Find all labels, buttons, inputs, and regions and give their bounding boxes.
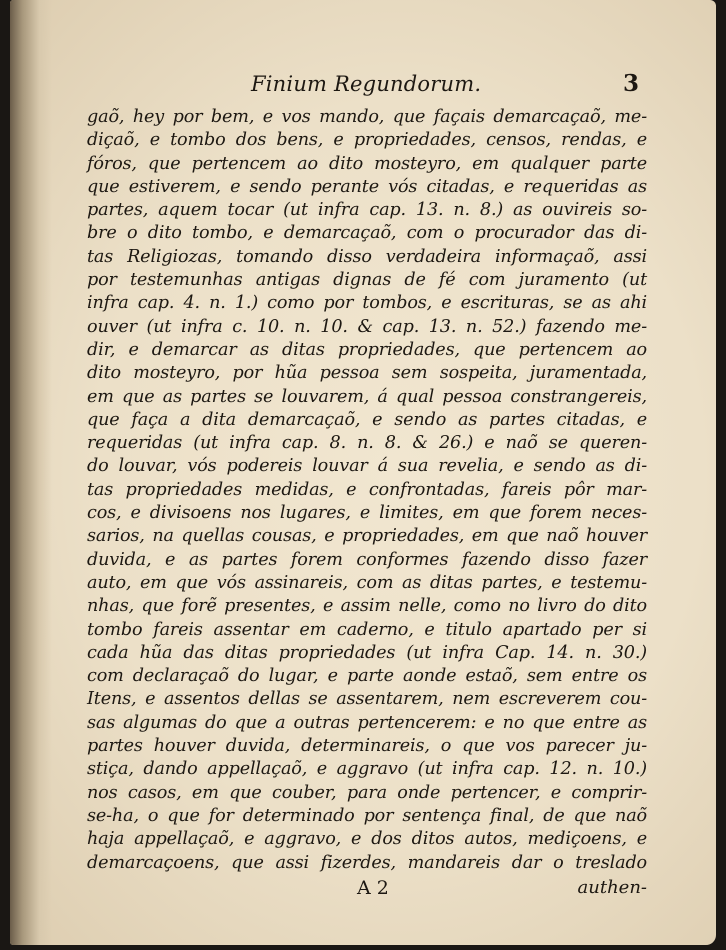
text-line: sas algumas do que a outras pertencerem: e no que entre as bbox=[87, 712, 647, 733]
text-line: dir, e demarcar as ditas propriedades, que pertencem ao bbox=[87, 339, 647, 360]
body-text bbox=[87, 106, 647, 875]
text-line: sarios, na quellas cousas, e propriedades, em que naõ houver bbox=[87, 526, 647, 547]
text-line: haja appellaçaõ, e aggravo, e dos ditos autos, mediçoens, e bbox=[87, 829, 647, 850]
text-line: Itens, e assentos dellas se assentarem, nem escreverem cou- bbox=[87, 689, 647, 710]
text-line: tombo fareis assentar em caderno, e titulo apartado per si bbox=[87, 619, 647, 640]
text-line: nos casos, em que couber, para onde pertencer, e comprir- bbox=[87, 782, 647, 803]
text-line: com declaraçaõ do lugar, e parte aonde estaõ, sem entre os bbox=[87, 666, 647, 687]
page-number: 3 bbox=[622, 70, 639, 97]
binding-gutter bbox=[10, 0, 52, 945]
text-line: partes houver duvida, determinareis, o que vos parecer ju- bbox=[87, 736, 647, 757]
catchword: authen- bbox=[577, 876, 647, 898]
running-head bbox=[87, 68, 647, 106]
text-line: gaõ, hey por bem, e vos mando, que façais demarcaçaõ, me- bbox=[87, 107, 647, 127]
text-line: bre o dito tombo, e demarcaçaõ, com o procurador das di- bbox=[87, 223, 647, 244]
text-line: que estiverem, e sendo perante vós citadas, e requeridas as bbox=[87, 176, 647, 197]
text-line: auto, em que vós assinareis, com as ditas partes, e testemu- bbox=[87, 572, 647, 593]
book-page bbox=[10, 0, 716, 945]
text-line: partes, aquem tocar (ut infra cap. 13. n. 8.) as ouvireis so- bbox=[87, 200, 647, 221]
text-line: stiça, dando appellaçaõ, e aggravo (ut infra cap. 12. n. 10.) bbox=[87, 759, 647, 780]
text-line: infra cap. 4. n. 1.) como por tombos, e escrituras, se as ahi bbox=[87, 293, 647, 314]
text-line: requeridas (ut infra cap. 8. n. 8. & 26.) e naõ se queren- bbox=[87, 433, 647, 454]
text-line: fóros, que pertencem ao dito mosteyro, em qualquer parte bbox=[87, 153, 647, 174]
text-line: se-ha, o que for determinado por sentença final, de que naõ bbox=[87, 805, 647, 826]
text-line: em que as partes se louvarem, á qual pessoa constrangereis, bbox=[87, 386, 647, 407]
page-foot bbox=[87, 877, 647, 903]
text-line: tas Religiozas, tomando disso verdadeira informaçaõ, assi bbox=[87, 246, 647, 267]
signature-mark: A 2 bbox=[357, 876, 389, 899]
running-title: Finium Regundorum. bbox=[251, 72, 482, 96]
text-line: tas propriedades medidas, e confrontadas, fareis pôr mar- bbox=[87, 479, 647, 500]
text-line: do louvar, vós podereis louvar á sua revelia, e sendo as di- bbox=[87, 456, 647, 477]
text-line: por testemunhas antigas dignas de fé com juramento (ut bbox=[87, 270, 647, 291]
text-line: cada hũa das ditas propriedades (ut infra Cap. 14. n. 30.) bbox=[87, 642, 647, 663]
page-text-block bbox=[87, 68, 647, 903]
text-line: ouver (ut infra c. 10. n. 10. & cap. 13. n. 52.) fazendo me- bbox=[87, 316, 647, 337]
text-line: demarcaçoens, que assi fizerdes, mandareis dar o treslado bbox=[87, 852, 647, 873]
text-line: que faça a dita demarcaçaõ, e sendo as partes citadas, e bbox=[87, 409, 647, 430]
text-line: dito mosteyro, por hũa pessoa sem sospeita, juramentada, bbox=[87, 363, 647, 384]
text-line: cos, e divisoens nos lugares, e limites, em que forem neces- bbox=[87, 503, 647, 524]
text-line: duvida, e as partes forem conformes fazendo disso fazer bbox=[87, 549, 647, 570]
text-line: nhas, que forẽ presentes, e assim nelle, como no livro do dito bbox=[87, 596, 647, 617]
text-line: diçaõ, e tombo dos bens, e propriedades, censos, rendas, e bbox=[87, 130, 647, 151]
